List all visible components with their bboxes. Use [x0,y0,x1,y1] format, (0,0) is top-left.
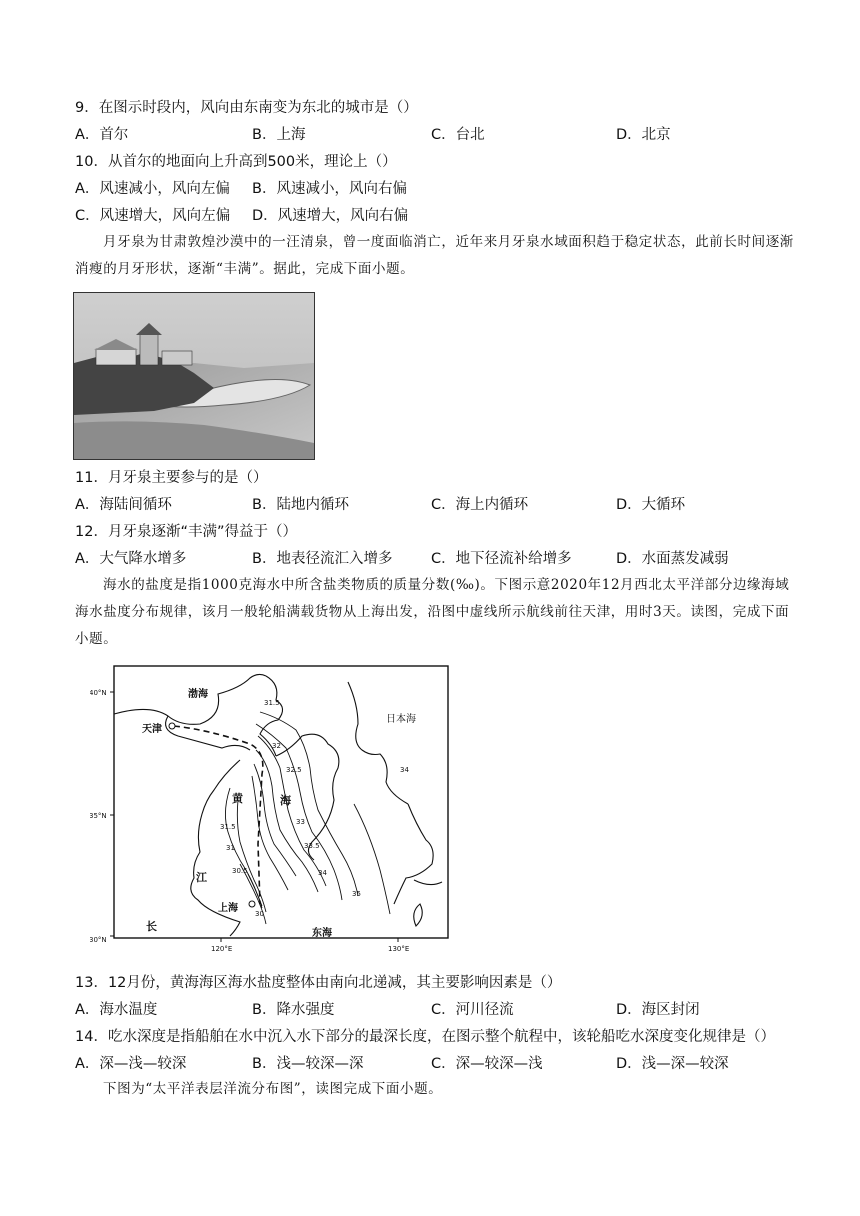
q10-option-d: D．风速增大，风向右偏 [252,208,409,224]
isohaline-value: 35 [352,890,361,898]
isohaline-value: 32 [272,742,281,750]
question-9-stem: 9．在图示时段内，风向由东南变为东北的城市是（） [75,100,418,116]
isohaline-value: 31 [226,844,235,852]
isohaline-value: 33 [296,818,305,826]
salinity-map [90,664,470,956]
q12-option-a: A．大气降水增多 [75,551,187,567]
question-11-stem: 11．月牙泉主要参与的是（） [75,470,268,486]
q9-option-b: B．上海 [252,127,306,143]
passage-pacific-currents: 下图为“太平洋表层洋流分布图”，读图完成下面小题。 [103,1081,443,1097]
q13-option-a: A．海水温度 [75,1002,158,1018]
q14-option-c: C．深—较深—浅 [431,1056,543,1072]
q11-option-a: A．海陆间循环 [75,497,172,513]
label-tianjin: 天津 [142,724,162,735]
shanghai-marker [249,901,255,907]
isohaline-value: 30 [255,910,264,918]
q13-option-c: C．河川径流 [431,1002,514,1018]
q14-option-a: A．深—浅—较深 [75,1056,187,1072]
q11-option-c: C．海上内循环 [431,497,529,513]
lon-label-120: 120°E [211,945,233,953]
q12-option-b: B．地表径流汇入增多 [252,551,393,567]
passage-salinity: 海水的盐度是指1000克海水中所含盐类物质的质量分数(‰)。下图示意2020年12月西北太平洋部分边缘海域海水盐度分布规律，该月一般轮船满载货物从上海出发，沿图中虚线所示航线前往天津，用时3天。读图，完成下面小题。 [75,577,790,647]
q14-option-d: D．浅—深—较深 [616,1056,729,1072]
q9-option-c: C．台北 [431,127,485,143]
lat-label-30: 30°N [90,936,107,944]
q10-option-c: C．风速增大，风向左偏 [75,208,231,224]
label-bohai: 渤海 [188,689,208,700]
label-huang: 黄 [232,792,243,805]
lon-label-130: 130°E [388,945,410,953]
label-donghai: 东海 [312,928,332,939]
label-japan-sea: 日本海 [386,714,416,725]
q9-option-d: D．北京 [616,127,671,143]
label-jiang: 江 [196,871,207,884]
question-13-stem: 13．12月份，黄海海区海水盐度整体由南向北递减，其主要影响因素是（） [75,975,562,991]
isohaline-value: 33.5 [304,842,320,850]
q10-option-b: B．风速减小，风向右偏 [252,181,407,197]
isohaline-value: 31.5 [220,823,236,831]
isohaline-value: 34 [400,766,409,774]
lat-label-40: 40°N [90,689,107,697]
q11-option-d: D．大循环 [616,497,686,513]
q10-option-a: A．风速减小，风向左偏 [75,181,230,197]
q13-option-d: D．海区封闭 [616,1002,700,1018]
question-14-stem: 14．吃水深度是指船舶在水中沉入水下部分的最深长度，在图示整个航程中，该轮船吃水深度变化规律是（） [75,1029,775,1045]
q13-option-b: B．降水强度 [252,1002,335,1018]
q12-option-d: D．水面蒸发减弱 [616,551,729,567]
tianjin-marker [169,723,175,729]
label-chang: 长 [146,920,157,933]
crescent-spring-photo [73,292,315,460]
question-12-stem: 12．月牙泉逐渐“丰满”得益于（） [75,524,297,540]
lat-label-35: 35°N [90,812,107,820]
question-10-stem: 10．从首尔的地面向上升高到500米，理论上（） [75,154,397,170]
isohaline-value: 31.5 [264,699,280,707]
passage-crescent-spring: 月牙泉为甘肃敦煌沙漠中的一汪清泉，曾一度面临消亡，近年来月牙泉水域面积趋于稳定状态，此前长时间逐渐消瘦的月牙形状，逐渐“丰满”。据此，完成下面小题。 [75,234,794,277]
q11-option-b: B．陆地内循环 [252,497,349,513]
q9-option-a: A．首尔 [75,127,129,143]
q14-option-b: B．浅—较深—深 [252,1056,364,1072]
label-shanghai: 上海 [218,903,238,914]
label-hai: 海 [280,794,291,807]
isohaline-value: 30.5 [232,867,248,875]
isohaline-value: 32.5 [286,766,302,774]
isohaline-value: 34 [318,869,327,877]
q12-option-c: C．地下径流补给增多 [431,551,572,567]
